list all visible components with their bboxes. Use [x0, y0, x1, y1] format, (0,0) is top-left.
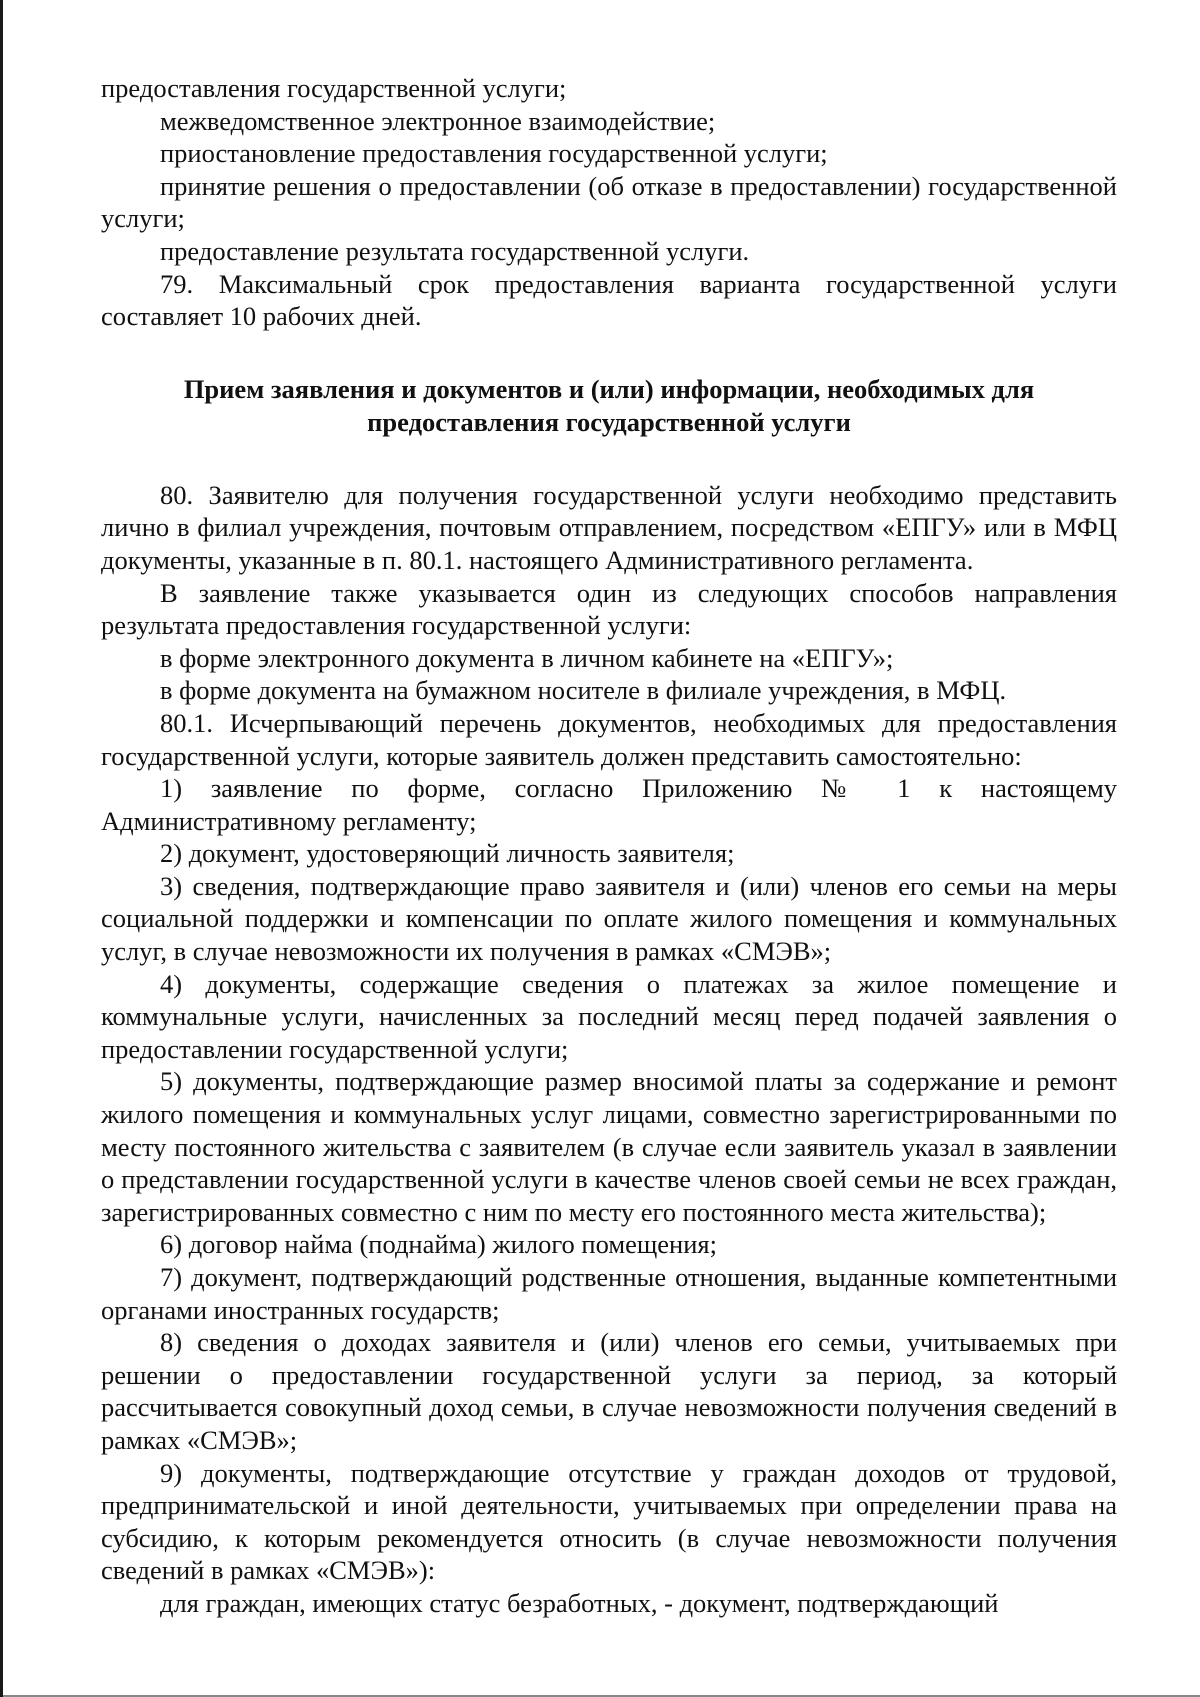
list-item-8: 8) сведения о доходах заявителя и (или) членов его семьи, учитываемых при решении о предоставлении государственной услуги за период, за который рассчитывается совокупный доход семьи, в случае невозможности получения сведений в рамках «СМЭВ»;: [101, 1327, 1117, 1455]
list-item-4: 4) документы, содержащие сведения о платежах за жилое помещение и коммунальные услуги, начисленных за последний месяц перед подачей заявления о предоставлении государственной услуги;: [101, 968, 1117, 1064]
paragraph: В заявление также указывается один из следующих способов направления результата предоставления государственной услуги:: [101, 577, 1117, 641]
paragraph: предоставление результата государственной услуги.: [160, 235, 750, 266]
paragraph-item-79: 79. Максимальный срок предоставления варианта государственной услуги составляет 10 рабочих дней.: [101, 268, 1117, 332]
paragraph: в форме документа на бумажном носителе в филиале учреждения, в МФЦ.: [160, 675, 1007, 706]
document-body: [101, 72, 1117, 1620]
paragraph-continued: для граждан, имеющих статус безработных, - документ, подтверждающий: [160, 1587, 999, 1618]
list-item-1: 1) заявление по форме, согласно Приложению № 1 к настоящему Административному регламенту;: [101, 773, 1117, 836]
section-heading: Прием заявления и документов и (или) информации, необходимых для предоставления государственной услуги: [183, 373, 1035, 437]
paragraph-item-80: 80. Заявителю для получения государственной услуги необходимо представить лично в филиал учреждения, почтовым отправлением, посредством «ЕПГУ» или в МФЦ документы, указанные в п. 80.1. настоящего Административного регламента.: [101, 479, 1117, 575]
list-item-7: 7) документ, подтверждающий родственные отношения, выданные компетентными органами иностранных государств;: [101, 1262, 1117, 1325]
paragraph-item-80-1: 80.1. Исчерпывающий перечень документов, необходимых для предоставления государственной услуги, которые заявитель должен представить самостоятельно:: [101, 707, 1117, 771]
list-item-6: 6) договор найма (поднайма) жилого помещения;: [160, 1229, 717, 1260]
paragraph: межведомственное электронное взаимодействие;: [160, 105, 716, 136]
paragraph: приостановление предоставления государственной услуги;: [160, 138, 828, 169]
list-item-2: 2) документ, удостоверяющий личность заявителя;: [160, 838, 735, 869]
list-item-3: 3) сведения, подтверждающие право заявителя и (или) членов его семьи на меры социальной поддержки и компенсации по оплате жилого помещения и коммунальных услуг, в случае невозможности их получения в рамках «СМЭВ»;: [101, 870, 1117, 967]
paragraph: в форме электронного документа в личном кабинете на «ЕПГУ»;: [160, 642, 894, 673]
list-item-9: 9) документы, подтверждающие отсутствие у граждан доходов от трудовой, предпринимательской и иной деятельности, учитываемых при определении права на субсидию, к которым рекомендуется относить (в случае невозможности получения сведений в рамках «СМЭВ»):: [101, 1457, 1117, 1586]
paragraph: предоставления государственной услуги;: [101, 73, 567, 103]
paragraph: принятие решения о предоставлении (об отказе в предоставлении) государственной услуги;: [101, 170, 1117, 234]
list-item-5: 5) документы, подтверждающие размер вносимой платы за содержание и ремонт жилого помещения и коммунальных услуг лицами, совместно зарегистрированными по месту постоянного жительства с заявителем (в случае если заявитель указал в заявлении о представлении государственной услуги в качестве членов своей семьи не всех граждан, зарегистрированных совместно с ним по месту его постоянного места жительства);: [101, 1066, 1117, 1227]
